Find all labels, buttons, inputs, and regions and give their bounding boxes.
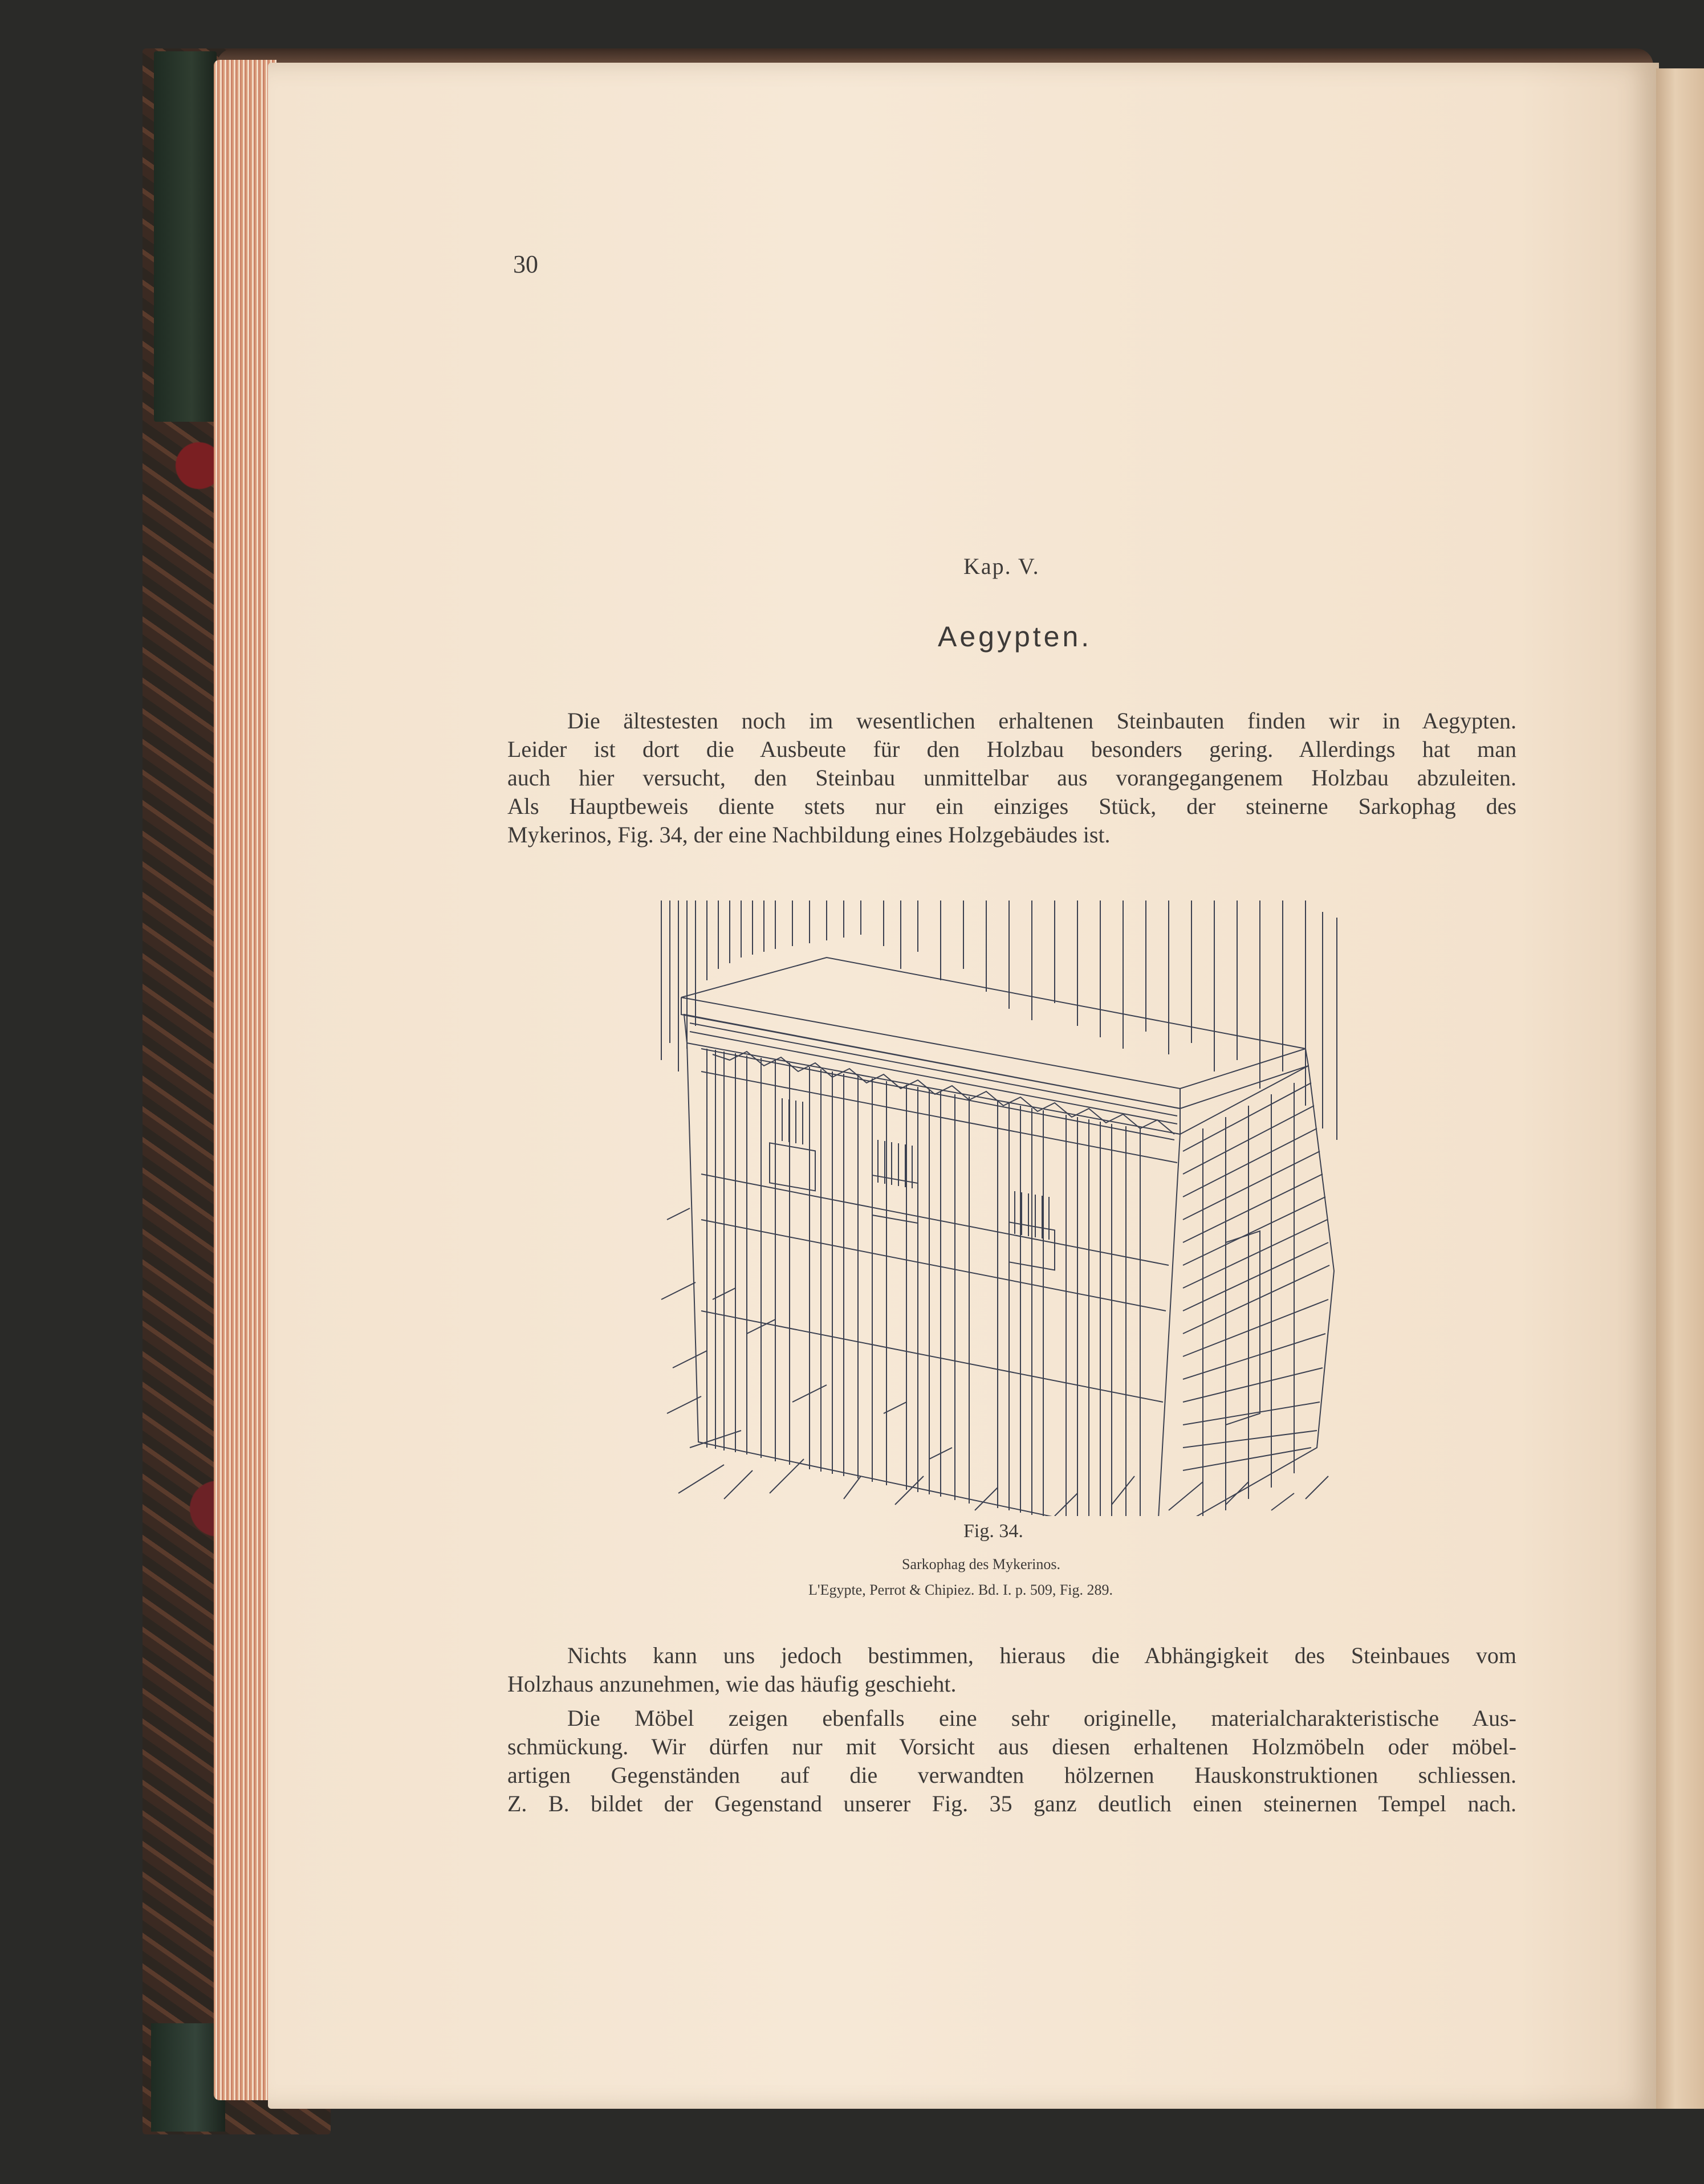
front-panels	[701, 1049, 1177, 1516]
chapter-title: Aegypten.	[938, 621, 1092, 653]
figure-caption: Sarkophag des Mykerinos.	[902, 1556, 1061, 1572]
next-page-fold	[1656, 68, 1704, 2109]
text-line: artigen Gegenständen auf die verwandten hölzernen Hauskonstruktionen schliessen.	[507, 1762, 1516, 1788]
paragraph-intro	[507, 707, 1516, 849]
figure-label: Fig. 34.	[963, 1521, 1023, 1542]
text-line: Die Möbel zeigen ebenfalls eine sehr originelle, materialcharakteristische Aus-	[567, 1705, 1516, 1731]
paragraph-second	[507, 1641, 1516, 1698]
figure-source: L'Egypte, Perrot & Chipiez. Bd. I. p. 509, Fig. 289.	[808, 1582, 1113, 1598]
text-line: Mykerinos, Fig. 34, der eine Nachbildung eines Holzgebäudes ist.	[507, 822, 1111, 847]
page-number: 30	[513, 250, 538, 278]
text-line: schmückung. Wir dürfen nur mit Vorsicht aus diesen erhaltenen Holzmöbeln oder möbel-	[507, 1734, 1516, 1759]
window-grilles	[770, 1097, 1055, 1270]
page-stack-edges	[214, 60, 276, 2100]
book-spine-upper	[154, 51, 217, 422]
text-line: Leider ist dort die Ausbeute für den Holzbau besonders gering. Allerdings hat man	[507, 736, 1516, 762]
chapter-heading: Kap. V.	[963, 553, 1040, 579]
side-face	[1157, 1066, 1334, 1516]
paragraph-third	[507, 1704, 1516, 1818]
cornice	[684, 1014, 1180, 1140]
text-line: Die ältestesten noch im wesentlichen erhaltenen Steinbauten finden wir in Aegypten.	[567, 708, 1516, 734]
text-line: Holzhaus anzunehmen, wie das häufig geschieht.	[507, 1671, 957, 1697]
text-line: Nichts kann uns jedoch bestimmen, hieraus die Abhängigkeit des Steinbaues vom	[567, 1643, 1516, 1668]
sarcophagus-illustration	[656, 901, 1351, 1516]
text-line: auch hier versucht, den Steinbau unmittelbar aus vorangegangenem Holzbau abzuleiten.	[507, 765, 1516, 791]
text-line: Als Hauptbeweis diente stets nur ein einziges Stück, der steinerne Sarkophag des	[507, 793, 1516, 819]
text-line: Z. B. bildet der Gegenstand unserer Fig. 35 ganz deutlich einen steinernen Tempel nach.	[507, 1791, 1516, 1816]
